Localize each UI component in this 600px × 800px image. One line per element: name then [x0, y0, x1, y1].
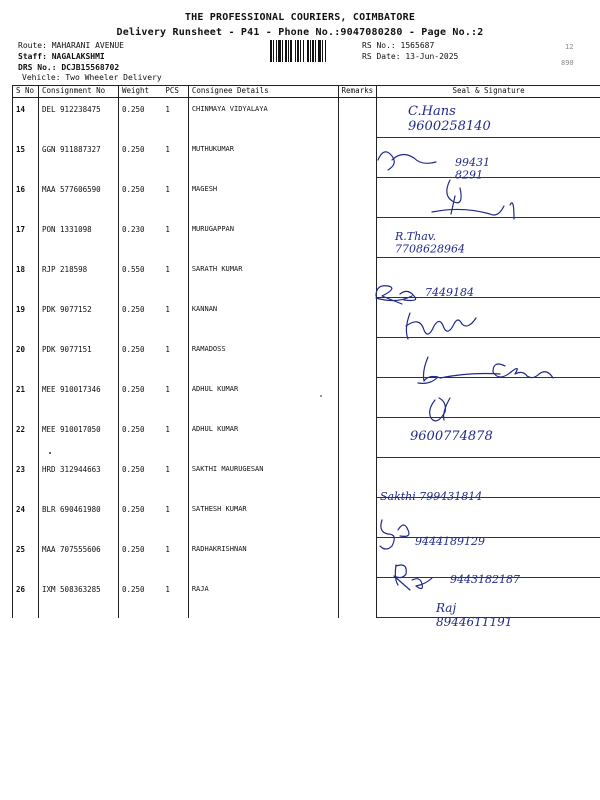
barcode-bar: [315, 40, 316, 62]
barcode-bar: [276, 40, 277, 62]
cell-weight: 0.230: [118, 218, 162, 258]
barcode-bar: [297, 40, 299, 62]
cell-signature: [377, 578, 600, 618]
cell-remarks: [338, 338, 377, 378]
cell-sno: 26: [13, 578, 39, 618]
barcode-bar: [290, 40, 292, 62]
cell-consignee: SARATH KUMAR: [188, 258, 338, 298]
cell-signature: [377, 378, 600, 418]
cell-remarks: [338, 98, 377, 138]
cell-remarks: [338, 418, 377, 458]
cell-consignment-no: MEE 910017346: [38, 378, 118, 418]
vehicle-value: Two Wheeler Delivery: [65, 73, 162, 82]
cell-weight: 0.250: [118, 378, 162, 418]
table-row: [13, 138, 600, 178]
barcode-bar: [278, 40, 281, 62]
cell-consignee: RAMADOSS: [188, 338, 338, 378]
cell-pcs: 1: [162, 338, 188, 378]
col-pcs: PCS: [162, 86, 188, 98]
cell-consignment-no: RJP 218598: [38, 258, 118, 298]
runsheet-table: [12, 85, 600, 618]
cell-sno: 19: [13, 298, 39, 338]
cell-remarks: [338, 538, 377, 578]
signature-text: 7449184: [425, 286, 474, 299]
staff-line: [18, 52, 105, 61]
cell-remarks: [338, 578, 377, 618]
cell-sno: 15: [13, 138, 39, 178]
staff-label: Staff:: [18, 52, 47, 61]
cell-sno: 20: [13, 338, 39, 378]
cell-sno: 25: [13, 538, 39, 578]
cell-weight: 0.250: [118, 338, 162, 378]
company-title: THE PROFESSIONAL COURIERS, COIMBATORE: [184, 12, 416, 23]
barcode-bar: [273, 40, 274, 62]
barcode-bar: [288, 40, 289, 62]
cell-remarks: [338, 218, 377, 258]
cell-consignee: SAKTHI MAURUGESAN: [188, 458, 338, 498]
col-consignee: Consignee Details: [188, 86, 338, 98]
signature-text: 9444189129: [415, 535, 485, 548]
col-weight: Weight: [118, 86, 162, 98]
cell-sno: 21: [13, 378, 39, 418]
route-label: Route:: [18, 41, 47, 50]
staff-value: NAGALAKSHMI: [51, 52, 105, 61]
table-row: [13, 538, 600, 578]
cell-pcs: 1: [162, 258, 188, 298]
cell-consignment-no: BLR 690461980: [38, 498, 118, 538]
cell-pcs: 1: [162, 538, 188, 578]
cell-consignment-no: MAA 577606590: [38, 178, 118, 218]
col-signature: Seal & Signature: [377, 86, 600, 98]
cell-consignee: MAGESH: [188, 178, 338, 218]
stray-mark: [320, 395, 322, 397]
table-row: [13, 178, 600, 218]
cell-signature: [377, 458, 600, 498]
cell-sno: 18: [13, 258, 39, 298]
cell-pcs: 1: [162, 98, 188, 138]
cell-pcs: 1: [162, 418, 188, 458]
cell-sno: 17: [13, 218, 39, 258]
cell-signature: [377, 178, 600, 218]
cell-consignment-no: IXM 508363285: [38, 578, 118, 618]
cell-pcs: 1: [162, 218, 188, 258]
cell-sno: 23: [13, 458, 39, 498]
table-header-row: [13, 86, 600, 98]
table-row: [13, 258, 600, 298]
stray-mark: [49, 452, 51, 454]
cell-signature: [377, 338, 600, 378]
table-row: [13, 298, 600, 338]
cell-consignee: CHINMAYA VIDYALAYA: [188, 98, 338, 138]
cell-remarks: [338, 458, 377, 498]
cell-weight: 0.250: [118, 498, 162, 538]
cell-pcs: 1: [162, 458, 188, 498]
vehicle-label: Vehicle:: [22, 73, 61, 82]
barcode-bar: [325, 40, 326, 62]
cell-signature: [377, 298, 600, 338]
rs-no-line: [362, 41, 434, 50]
barcode-bar: [303, 40, 304, 62]
col-remarks: Remarks: [338, 86, 377, 98]
route-line: [18, 41, 124, 50]
table-row: [13, 218, 600, 258]
cell-signature: [377, 498, 600, 538]
cell-weight: 0.250: [118, 458, 162, 498]
drs-label: DRS No.:: [18, 63, 57, 72]
cell-consignee: ADHUL KUMAR: [188, 418, 338, 458]
cell-consignee: RAJA: [188, 578, 338, 618]
barcode-bar: [282, 40, 283, 62]
table-row: [13, 378, 600, 418]
cell-signature: [377, 418, 600, 458]
cell-weight: 0.250: [118, 98, 162, 138]
signature-text: 9443182187: [450, 573, 520, 586]
drs-line: [18, 63, 119, 72]
cell-consignment-no: PON 1331098: [38, 218, 118, 258]
cell-consignee: MURUGAPPAN: [188, 218, 338, 258]
signature-text: 9600774878: [410, 429, 493, 444]
drs-value: DCJB15568702: [61, 63, 120, 72]
cell-pcs: 1: [162, 298, 188, 338]
cell-remarks: [338, 138, 377, 178]
cell-consignment-no: MEE 910017050: [38, 418, 118, 458]
cell-weight: 0.250: [118, 538, 162, 578]
margin-note-1: 12: [565, 43, 574, 51]
cell-consignment-no: HRD 312944663: [38, 458, 118, 498]
rs-date-label: RS Date:: [362, 52, 401, 61]
cell-weight: 0.250: [118, 138, 162, 178]
cell-pcs: 1: [162, 498, 188, 538]
barcode-bar: [310, 40, 311, 62]
cell-consignment-no: PDK 9077152: [38, 298, 118, 338]
margin-note-2: 890: [561, 59, 574, 67]
signature-text: Sakthi 799431814: [380, 490, 483, 503]
route-value: MAHARANI AVENUE: [51, 41, 124, 50]
table-row: [13, 578, 600, 618]
cell-consignee: MUTHUKUMAR: [188, 138, 338, 178]
cell-weight: 0.250: [118, 418, 162, 458]
cell-signature: [377, 538, 600, 578]
margin-notes: [555, 42, 574, 68]
cell-consignment-no: DEL 912238475: [38, 98, 118, 138]
table-row: [13, 418, 600, 458]
cell-remarks: [338, 498, 377, 538]
cell-pcs: 1: [162, 138, 188, 178]
table-row: [13, 98, 600, 138]
barcode-bar: [312, 40, 314, 62]
rs-date-value: 13-Jun-2025: [405, 52, 459, 61]
barcode-bar: [285, 40, 287, 62]
cell-sno: 22: [13, 418, 39, 458]
cell-pcs: 1: [162, 378, 188, 418]
barcode-bar: [300, 40, 301, 62]
signature-text: 99431 8291: [455, 156, 490, 182]
barcode-bar: [322, 40, 323, 62]
signature-text: R.Thav. 7708628964: [395, 230, 465, 256]
col-sno: S No: [13, 86, 39, 98]
cell-consignment-no: MAA 707555606: [38, 538, 118, 578]
runsheet-subtitle: Delivery Runsheet - P41 - Phone No.:9047080280 - Page No.:2: [116, 27, 484, 38]
vehicle-line: [22, 73, 162, 82]
cell-weight: 0.250: [118, 298, 162, 338]
cell-remarks: [338, 178, 377, 218]
cell-weight: 0.250: [118, 578, 162, 618]
barcode-bar: [295, 40, 296, 62]
cell-consignee: SATHESH KUMAR: [188, 498, 338, 538]
cell-pcs: 1: [162, 178, 188, 218]
cell-signature: [377, 218, 600, 258]
cell-remarks: [338, 298, 377, 338]
cell-consignment-no: GGN 911887327: [38, 138, 118, 178]
table-row: [13, 498, 600, 538]
barcode-bar: [270, 40, 272, 62]
rs-date-line: [362, 52, 458, 61]
barcode-bar: [318, 40, 321, 62]
cell-consignee: RADHAKRISHNAN: [188, 538, 338, 578]
cell-signature: [377, 258, 600, 298]
col-consignment: Consignment No: [38, 86, 118, 98]
cell-weight: 0.550: [118, 258, 162, 298]
cell-sno: 14: [13, 98, 39, 138]
cell-remarks: [338, 378, 377, 418]
barcode-bar: [307, 40, 309, 62]
cell-consignee: ADHUL KUMAR: [188, 378, 338, 418]
cell-consignment-no: PDK 9077151: [38, 338, 118, 378]
cell-consignee: KANNAN: [188, 298, 338, 338]
cell-remarks: [338, 258, 377, 298]
cell-sno: 16: [13, 178, 39, 218]
cell-pcs: 1: [162, 578, 188, 618]
cell-sno: 24: [13, 498, 39, 538]
signature-text: Raj 8944611191: [436, 601, 513, 629]
barcode: [270, 40, 350, 62]
cell-signature: [377, 98, 600, 138]
cell-weight: 0.250: [118, 178, 162, 218]
table-row: [13, 338, 600, 378]
rs-no-value: 1565687: [400, 41, 435, 50]
cell-signature: [377, 138, 600, 178]
signature-text: C.Hans 9600258140: [408, 104, 491, 134]
rs-no-label: RS No.:: [362, 41, 396, 50]
table-row: [13, 458, 600, 498]
